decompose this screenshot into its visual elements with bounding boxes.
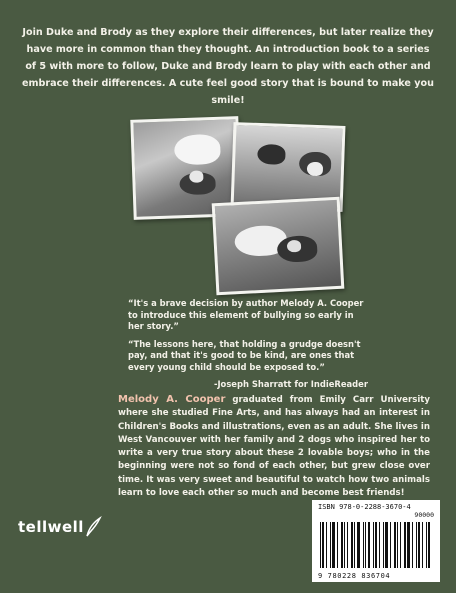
publisher-logo bbox=[18, 516, 102, 538]
ean-digits: 9 780228 836704 bbox=[318, 572, 391, 580]
review-quotes bbox=[128, 298, 368, 391]
publisher-name: tellwell bbox=[18, 518, 84, 536]
back-cover-blurb: Join Duke and Brody as they explore their differences, but later realize they have more in common than they thought. An introduction book to a series of 5 with more to follow, Duke and Brody learn to play with each other and embrace their differences. A cute feel good story that is bound to make you smile! bbox=[22, 27, 434, 106]
author-name: Melody A. Cooper bbox=[118, 394, 226, 405]
isbn-barcode bbox=[312, 500, 440, 582]
quill-pen-icon bbox=[84, 516, 102, 538]
review-quote: “The lessons here, that holding a grudge doesn't pay, and that it's good to be kind, are ones that every young child should be exposed to.” bbox=[128, 338, 361, 372]
price-code: 90000 bbox=[414, 511, 434, 519]
review-attribution: -Joseph Sharratt for IndieReader bbox=[213, 379, 368, 389]
author-bio bbox=[118, 393, 430, 500]
author-bio-text: graduated from Emily Carr University where she studied Fine Arts, and has always had an interest in Children's Books and illustrations, even as an adult. She lives in West Vancouver with her family and 2 dogs who inspired her to write a very true story about these 2 lovable boys; who in the beginning were not so fond of each other, but grew close over time. It was very sweet and beautiful to watch how two animals learn to love each other so much and become best friends! bbox=[118, 395, 430, 499]
review-quote: “It's a brave decision by author Melody A. Cooper to introduce this element of bullying so early in her story.” bbox=[128, 298, 364, 331]
barcode-bars bbox=[320, 522, 432, 568]
photo-dogs-cuddling bbox=[212, 197, 345, 296]
isbn-number: ISBN 978-0-2288-3670-4 bbox=[318, 503, 411, 511]
